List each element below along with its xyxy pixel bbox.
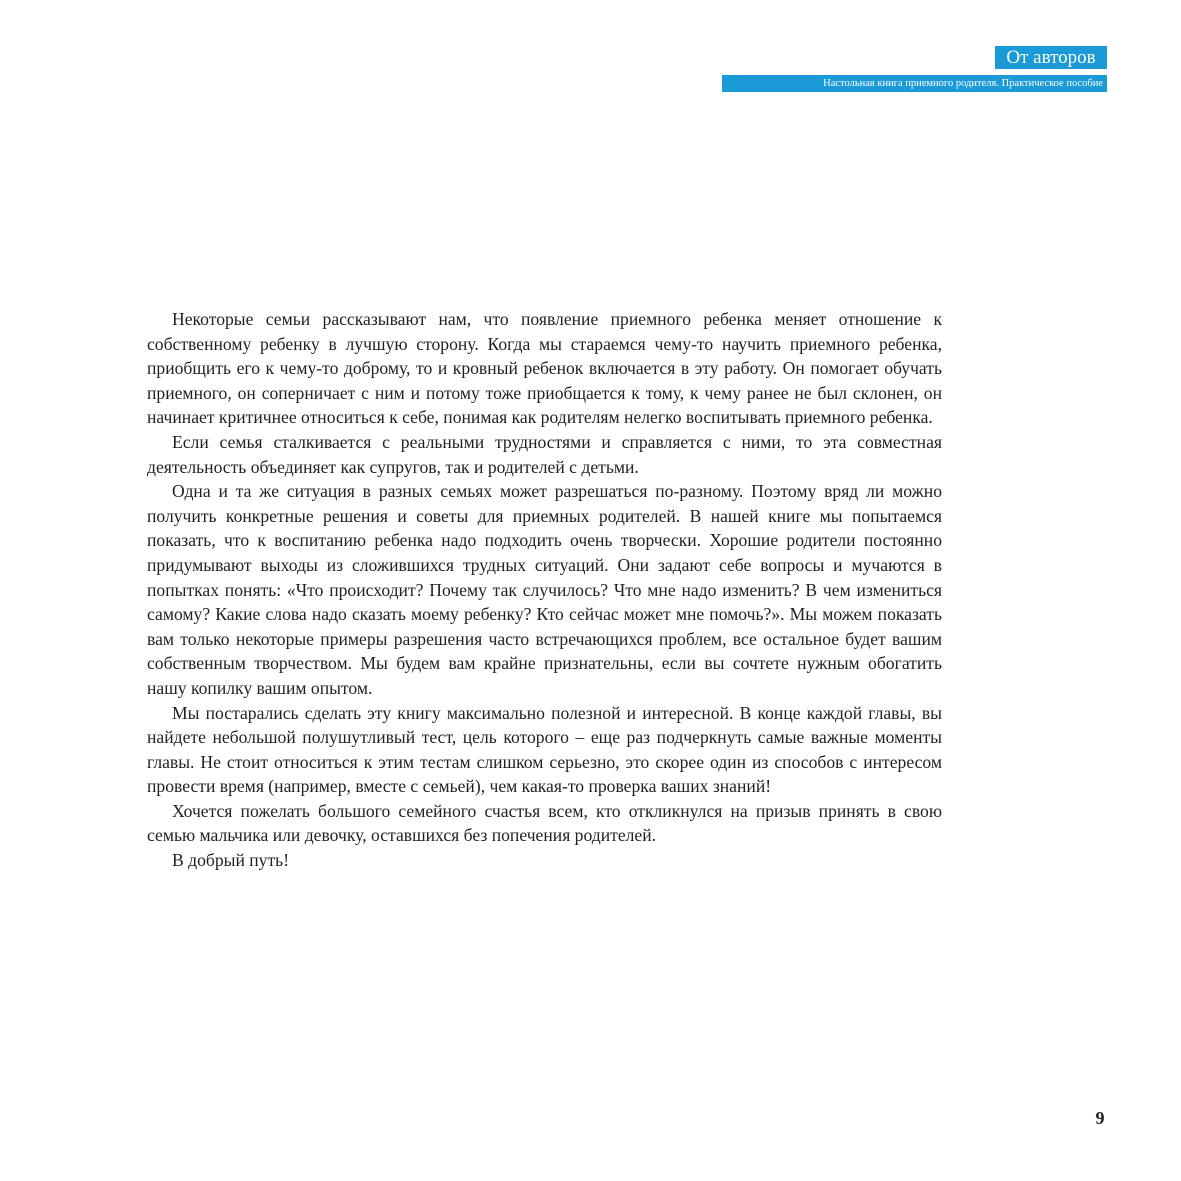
- paragraph: Мы постарались сделать эту книгу максимально полезной и интересной. В конце каждой главы, вы найдете небольшой полушутливый тест, цель которого – еще раз подчеркнуть самые важные моменты главы. Не стоит относиться к этим тестам слишком серьезно, это скорее один из способов с интересом провести время (например, вместе с семьей), чем какая-то проверка ваших знаний!: [147, 702, 942, 797]
- running-head-book-title: Настольная книга приемного родителя. Практическое пособие: [722, 75, 1107, 92]
- paragraph: Одна и та же ситуация в разных семьях может разрешаться по-разному. Поэтому вряд ли можно получить конкретные решения и советы для приемных родителей. В нашей книге мы попытаемся показать, что к воспитанию ребенка надо подходить очень творчески. Хорошие родители постоянно придумывают выходы из сложившихся трудных ситуаций. Они задают себе вопросы и мучаются в попытках понять: «Что происходит? Почему так случилось? Что мне надо изменить? В чем измениться самому? Какие слова надо сказать моему ребенку? Кто сейчас может мне помочь?». Мы можем показать вам только некоторые примеры разрешения часто встречающихся проблем, все остальное будет вашим собственным творчеством. Мы будем вам крайне признательны, если вы сочтете нужным обогатить нашу копилку вашим опытом.: [147, 481, 942, 698]
- page-number: 9: [1095, 1108, 1105, 1128]
- paragraph: Если семья сталкивается с реальными трудностями и справляется с ними, то эта совместная деятельность объединяет как супругов, так и родителей с детьми.: [147, 431, 942, 477]
- paragraph: Некоторые семьи рассказывают нам, что появление приемного ребенка меняет отношение к собственному ребенку в лучшую сторону. Когда мы стараемся чему-то научить приемного ребенка, приобщить его к чему-то доброму, то и кровный ребенок включается в эту работу. Он помогает обучать приемного, он соперничает с ним и потому тоже приобщается к тому, к чему ранее не был склонен, он начинает критичнее относиться к себе, понимая как родителям нелегко воспитывать приемного ребенка.: [147, 309, 942, 428]
- body-text: [147, 307, 942, 873]
- section-title: От авторов: [995, 46, 1107, 69]
- paragraph: Хочется пожелать большого семейного счастья всем, кто откликнулся на призыв принять в свою семью мальчика или девочку, оставшихся без попечения родителей.: [147, 800, 942, 846]
- paragraph: В добрый путь!: [172, 850, 290, 871]
